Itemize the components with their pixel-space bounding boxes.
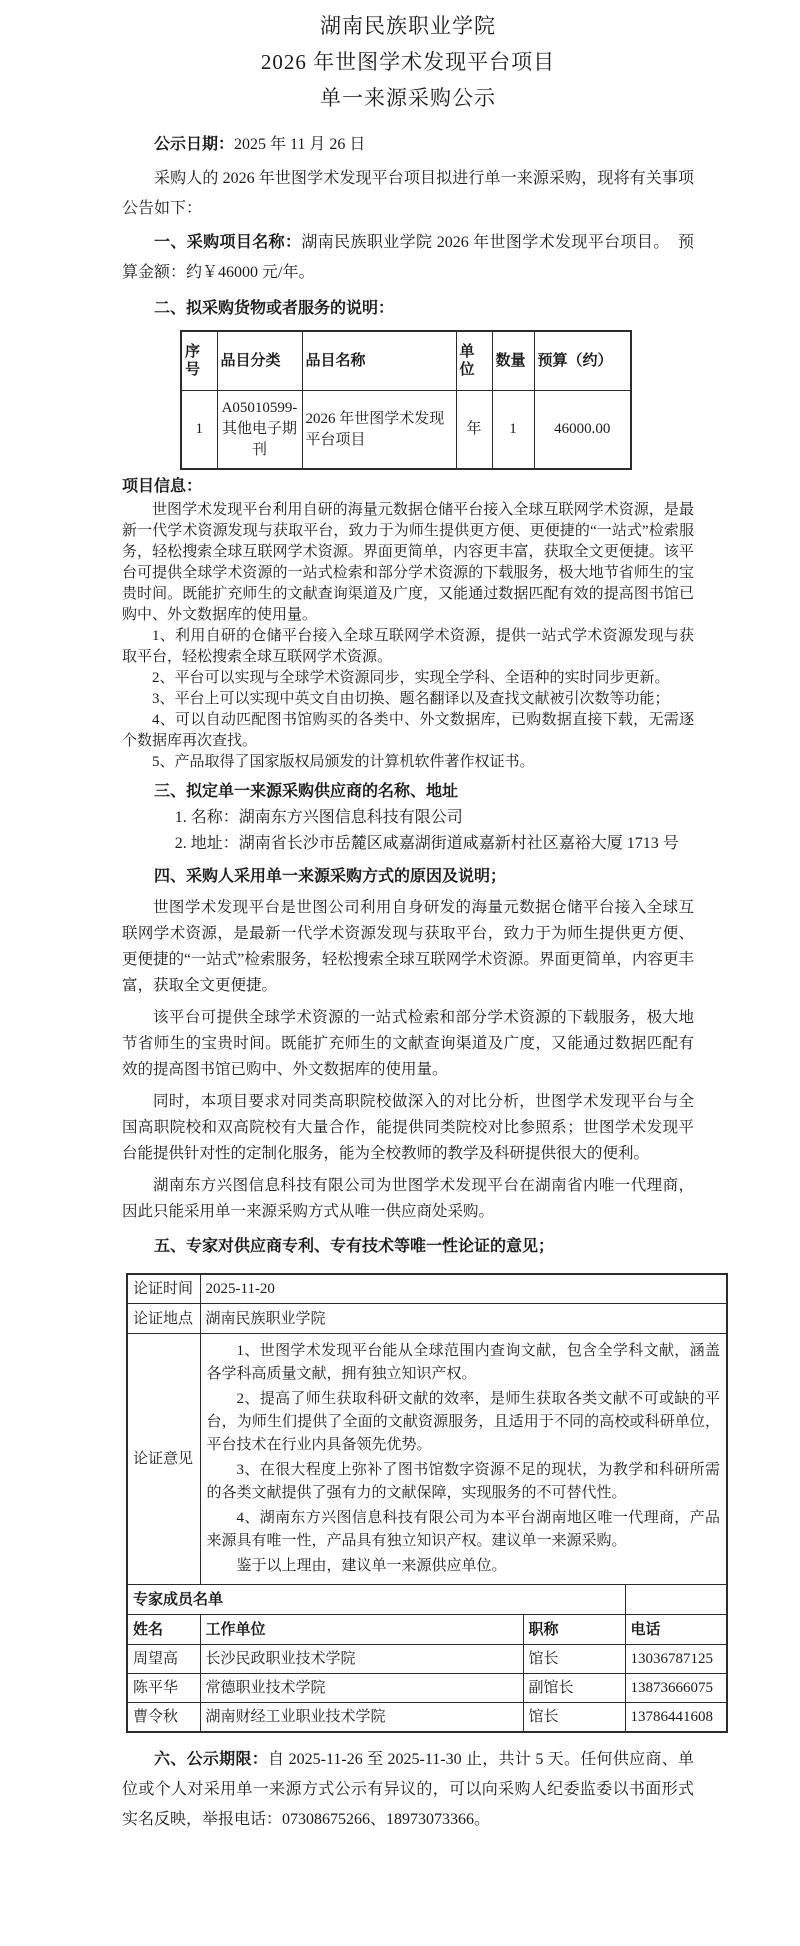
project-feature-4: 4、可以自动匹配图书馆购买的各类中、外文数据库，已购数据直接下载，无需逐个数据库再次查找。 [122,712,694,749]
col-header-qty: 数量 [492,331,534,391]
expert-2-org: 常德职业技术学院 [200,1674,523,1703]
expert-1-phone: 13036787125 [625,1645,727,1674]
expert-3-name: 曹令秋 [127,1703,200,1733]
opinion-place-value: 湖南民族职业学院 [200,1304,727,1334]
publish-date-line [122,130,694,160]
item-no: 1 [181,391,217,470]
title-line-project: 2026 年世图学术发现平台项目 [260,50,556,74]
section-1-heading: 一、采购项目名称： [154,234,302,251]
section-6-text: 自 2025-11-26 至 2025-11-30 止，共计 5 天。任何供应商、单位或个人对采用单一来源方式公示有异议的，可以向采购人纪委监委以书面形式实名反映，举报电话：07308675266、18973073366。 [122,1751,694,1828]
expert-row-1 [127,1645,727,1674]
col-header-budget: 预算（约） [534,331,631,391]
opinion-conclusion: 鉴于以上理由，建议单一来源供应单位。 [236,1558,507,1574]
expert-list-heading-spacer-cell [625,1585,727,1615]
section-1-text: 湖南民族职业学院 2026 年世图学术发现平台项目。 预算金额：约￥46000 元/年。 [122,234,694,281]
expert-col-org: 工作单位 [200,1615,523,1645]
expert-2-phone: 13873666075 [625,1674,727,1703]
section-6-heading: 六、公示期限： [154,1751,269,1768]
expert-col-name: 姓名 [127,1615,200,1645]
item-name: 2026 年世图学术发现平台项目 [302,391,456,470]
expert-opinion-table [126,1273,728,1733]
intro-paragraph: 采购人的 2026 年世图学术发现平台项目拟进行单一来源采购，现将有关事项公告如下： [122,170,694,217]
opinion-time-value: 2025-11-20 [200,1274,727,1304]
item-table-header-row [181,331,631,391]
project-feature-5: 5、产品取得了国家版权局颁发的计算机软件著作权证书。 [152,754,535,770]
supplier-name-line: 1. 名称：湖南东方兴图信息科技有限公司 [174,809,463,826]
expert-list-title-row [127,1585,727,1615]
expert-3-phone: 13786441608 [625,1703,727,1733]
project-feature-1: 1、利用自研的仓储平台接入全球互联网学术资源，提供一站式学术资源发现与获取平台，轻松搜索全球互联网学术资源。 [122,628,694,665]
expert-2-title: 副馆长 [523,1674,625,1703]
item-qty: 1 [492,391,534,470]
title-line-notice-type: 单一来源采购公示 [320,86,496,110]
section-4-paragraph-2: 该平台可提供全球学术资源的一站式检索和部分学术资源的下载服务，极大地节省师生的宝贵时间。既能扩充师生的文献查询渠道及广度，又能通过数据匹配有效的提高图书馆已购中、外文数据库的使用量。 [122,1009,694,1078]
expert-1-name: 周望高 [127,1645,200,1674]
opinion-content-row [127,1334,727,1585]
project-info-heading: 项目信息： [122,478,203,495]
section-6-paragraph [122,1745,694,1835]
item-table [180,330,632,470]
col-header-category: 品目分类 [217,331,302,391]
opinion-point-3: 3、在很大程度上弥补了图书馆数字资源不足的现状，为教学和科研所需的各类文献提供了强有力的文献保障，实现服务的不可替代性。 [206,1462,721,1501]
opinion-point-2: 2、提高了师生获取科研文献的效率，是师生获取各类文献不可或缺的平台，为师生们提供了全面的文献资源服务，且适用于不同的高校或科研单位，平台技术在行业内具备领先优势。 [206,1391,721,1453]
expert-3-title: 馆长 [523,1703,625,1733]
project-feature-2: 2、平台可以实现与全球学术资源同步，实现全学科、全语种的实时同步更新。 [152,670,670,686]
expert-list-heading: 专家成员名单 [127,1585,625,1615]
publish-date-value: 2025 年 11 月 26 日 [234,136,366,153]
opinion-label: 论证意见 [127,1334,200,1585]
opinion-point-1: 1、世图学术发现平台能从全球范围内查询文献，包含全学科文献，涵盖各学科高质量文献，拥有独立知识产权。 [206,1343,721,1382]
opinion-time-row [127,1274,727,1304]
section-1-paragraph [122,228,694,288]
item-unit: 年 [456,391,492,470]
expert-2-name: 陈平华 [127,1674,200,1703]
expert-row-3 [127,1703,727,1733]
item-category: A05010599-其他电子期刊 [217,391,302,470]
opinion-time-label: 论证时间 [127,1274,200,1304]
expert-row-2 [127,1674,727,1703]
section-4-paragraph-3: 同时，本项目要求对同类高职院校做深入的对比分析，世图学术发现平台与全国高职院校和双高院校有大量合作，能提供同类院校对比参照系；世图学术发现平台能提供针对性的定制化服务，能为全校教师的教学及科研提供很大的便利。 [122,1093,694,1162]
section-4-paragraph-1: 世图学术发现平台是世图公司利用自身研发的海量元数据仓储平台接入全球互联网学术资源，是最新一代学术资源发现与获取平台，致力于为师生提供更方便、更便捷的“一站式”检索服务，轻松搜索全球互联网学术资源。界面更简单，内容更丰富，获取全文更便捷。 [122,899,694,994]
section-4-heading: 四、采购人采用单一来源采购方式的原因及说明； [154,868,507,885]
expert-1-title: 馆长 [523,1645,625,1674]
col-header-name: 品目名称 [302,331,456,391]
opinion-place-row [127,1304,727,1334]
section-2-heading: 二、拟采购货物或者服务的说明： [154,300,395,317]
item-budget: 46000.00 [534,391,631,470]
opinion-point-4: 4、湖南东方兴图信息科技有限公司为本平台湖南地区唯一代理商，产品来源具有唯一性，产品具有独立知识产权。建议单一来源采购。 [206,1510,721,1549]
document-title [122,8,694,116]
expert-col-phone: 电话 [625,1615,727,1645]
section-3-heading: 三、拟定单一来源采购供应商的名称、地址 [154,783,459,800]
expert-col-title: 职称 [523,1615,625,1645]
expert-3-org: 湖南财经工业职业技术学院 [200,1703,523,1733]
opinion-content-cell [200,1334,727,1585]
title-line-college: 湖南民族职业学院 [320,14,496,38]
opinion-place-label: 论证地点 [127,1304,200,1334]
supplier-address-line: 2. 地址：湖南省长沙市岳麓区咸嘉湖街道咸嘉新村社区嘉裕大厦 1713 号 [174,835,679,852]
project-info-intro: 世图学术发现平台利用自研的海量元数据仓储平台接入全球互联网学术资源，是最新一代学术资源发现与获取平台，致力于为师生提供更方便、更便捷的“一站式”检索服务，轻松搜索全球互联网学术资源。界面更简单，内容更丰富，获取全文更便捷。该平台可提供全球学术资源的一站式检索和部分学术资源的下载服务，极大地节省师生的宝贵时间。既能扩充师生的文献查询渠道及广度，又能通过数据匹配有效的提高图书馆已购中、外文数据库的使用量。 [122,502,694,623]
section-4-paragraph-4: 湖南东方兴图信息科技有限公司为世图学术发现平台在湖南省内唯一代理商，因此只能采用单一来源采购方式从唯一供应商处采购。 [122,1177,694,1220]
expert-1-org: 长沙民政职业技术学院 [200,1645,523,1674]
section-5-heading: 五、专家对供应商专利、专有技术等唯一性论证的意见； [154,1238,555,1255]
col-header-unit: 单位 [456,331,492,391]
col-header-no: 序号 [181,331,217,391]
project-feature-3: 3、平台上可以实现中英文自由切换、题名翻译以及查找文献被引次数等功能； [152,691,670,707]
expert-header-row [127,1615,727,1645]
item-table-row [181,391,631,470]
publish-date-label: 公示日期： [154,136,235,153]
